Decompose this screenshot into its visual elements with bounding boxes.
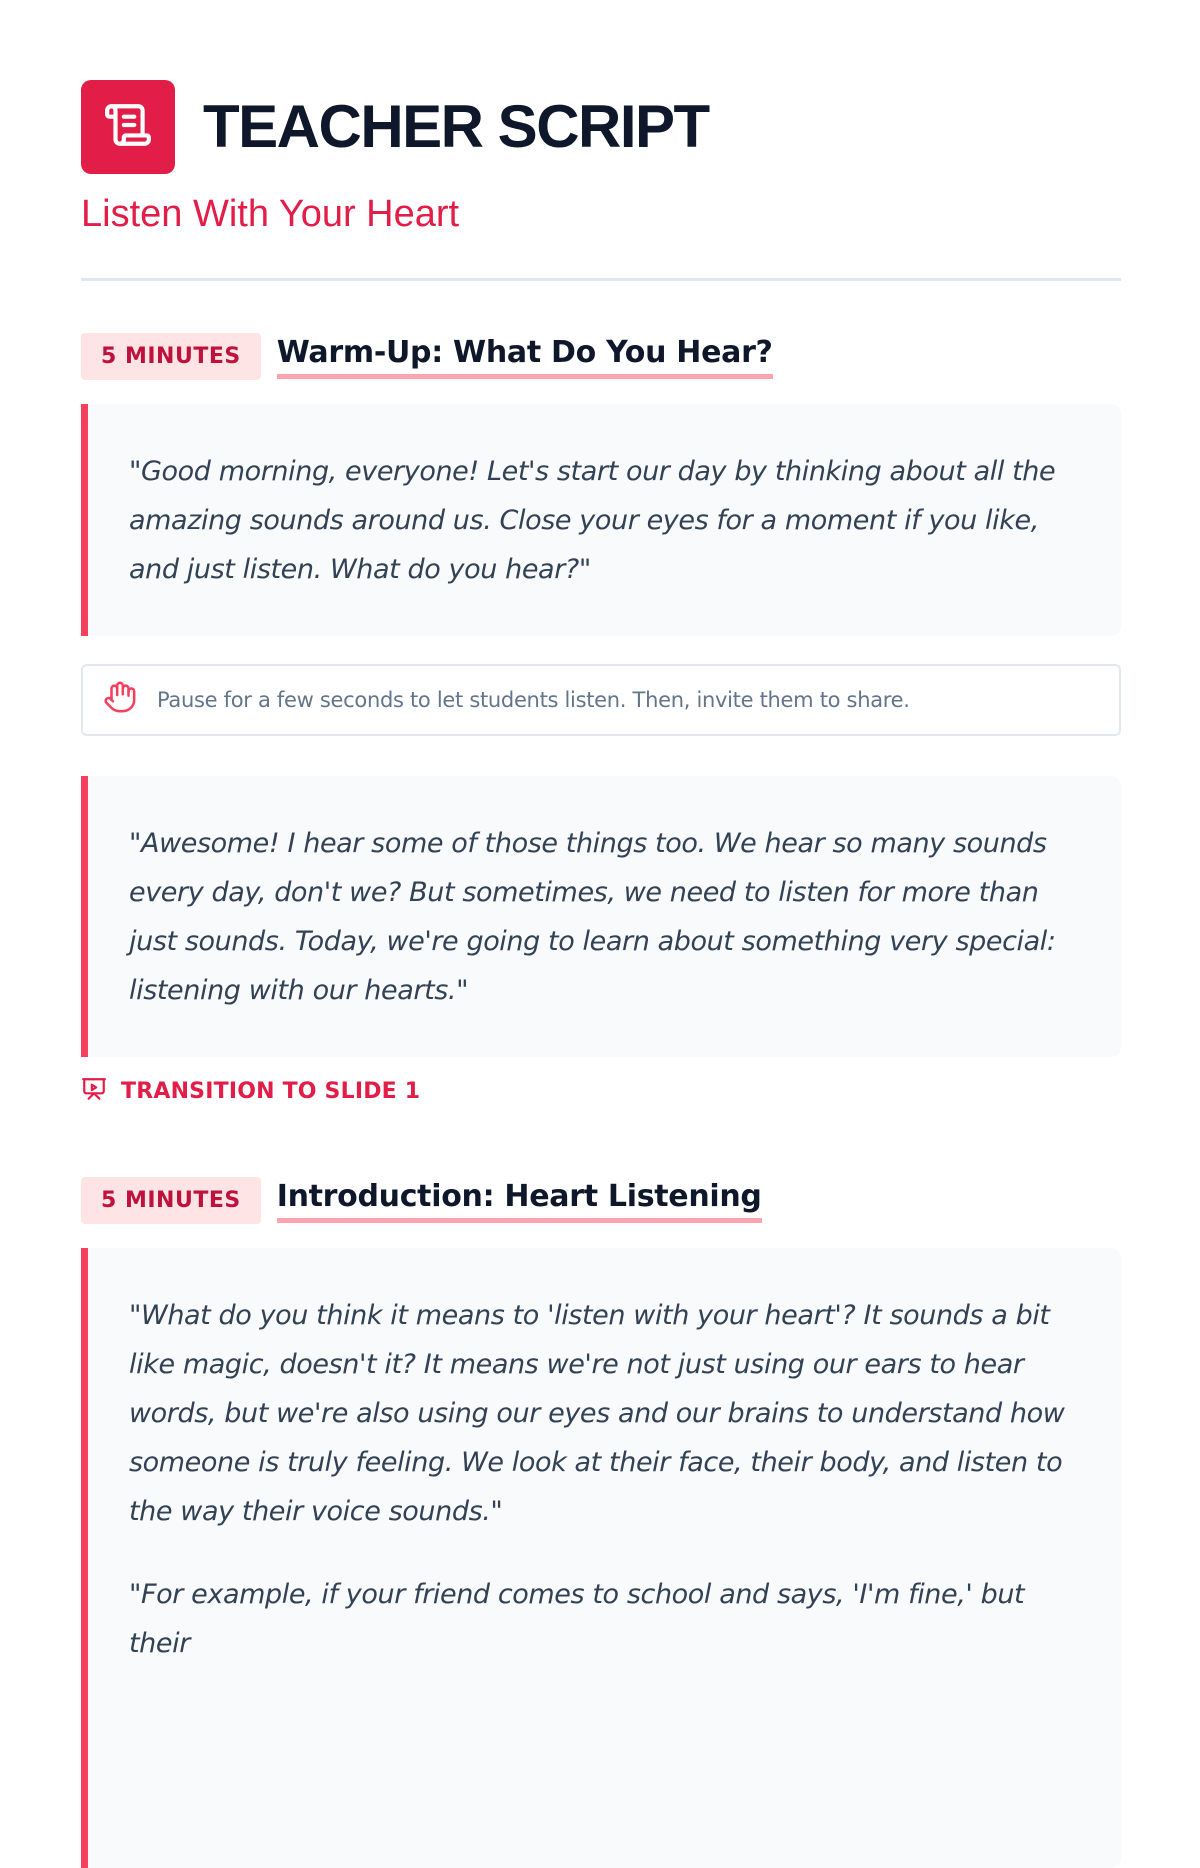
transition-label: TRANSITION TO SLIDE 1 (121, 1079, 421, 1105)
section-header-introduction (81, 1177, 1121, 1224)
script-quote (81, 776, 1121, 1057)
duration-badge: 5 MINUTES (81, 333, 261, 380)
quote-text: "What do you think it means to 'listen with your heart'? It sounds a bit like magic, doesn't it? It means we're not just using our ears to hear words, but we're also using our eyes and our brains to understand how someone is truly feeling. We look at their face, their body, and listen to the way their voice sounds." (129, 1299, 1065, 1527)
hand-icon (103, 680, 137, 719)
script-quote (81, 1248, 1121, 1868)
scroll-icon (103, 100, 153, 155)
teacher-note (81, 664, 1121, 736)
page-header (81, 80, 1121, 174)
script-quote (81, 404, 1121, 636)
quote-text: "For example, if your friend comes to school and says, 'I'm fine,' but their (129, 1578, 1025, 1659)
slide-transition (81, 1077, 1121, 1107)
header-divider (81, 278, 1121, 281)
duration-badge: 5 MINUTES (81, 1177, 261, 1224)
presentation-icon (81, 1076, 107, 1107)
page-title: TEACHER SCRIPT (203, 93, 709, 160)
section-header-warm-up (81, 333, 1121, 380)
quote-text: "Good morning, everyone! Let's start our day by thinking about all the amazing sounds around us. Close your eyes for a moment if you like, and just listen. What do you hear?" (129, 455, 1056, 585)
page-subtitle: Listen With Your Heart (81, 193, 460, 235)
note-text: Pause for a few seconds to let students listen. Then, invite them to share. (157, 687, 910, 712)
logo (81, 80, 175, 174)
section-title: Warm-Up: What Do You Hear? (277, 333, 773, 379)
quote-text: "Awesome! I hear some of those things too. We hear so many sounds every day, don't we? But sometimes, we need to listen for more than just sounds. Today, we're going to learn about something very special: listening with our hearts." (129, 827, 1056, 1006)
section-title: Introduction: Heart Listening (277, 1177, 762, 1223)
